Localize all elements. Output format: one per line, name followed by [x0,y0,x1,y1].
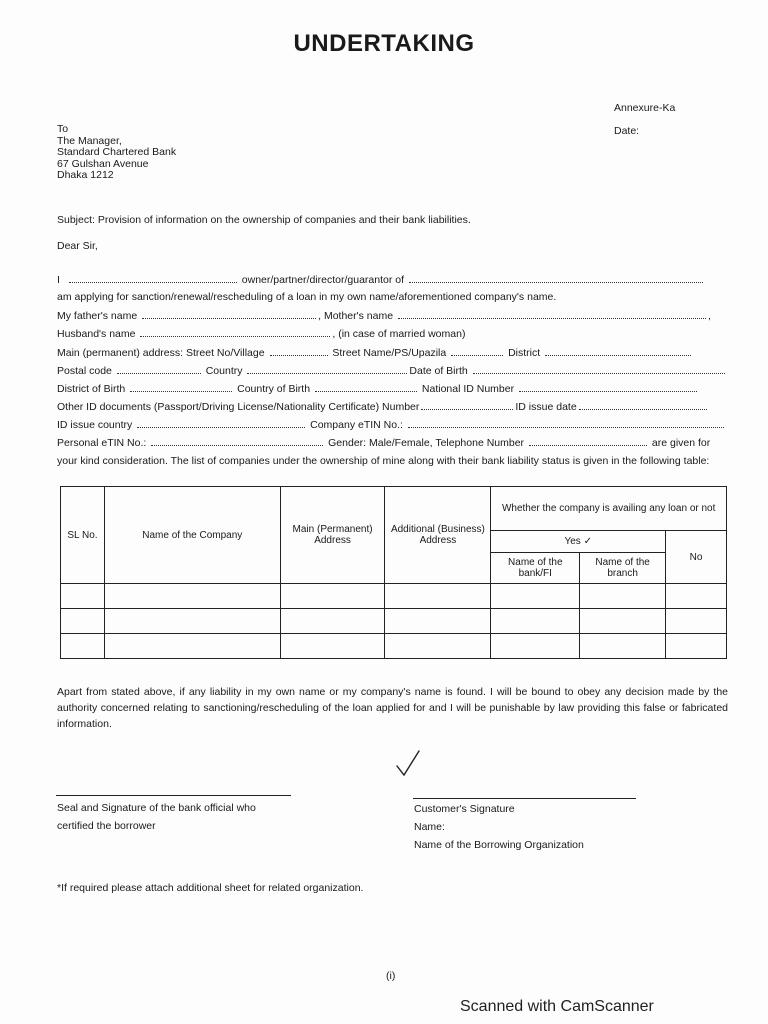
table-cell[interactable] [666,584,727,609]
table-cell[interactable] [385,584,491,609]
table-cell[interactable] [580,584,666,609]
recipient-address [57,124,176,182]
company-field[interactable] [409,273,703,283]
street-name-label: Street Name/PS/Upazila [332,347,447,359]
checkmark-icon [395,748,421,778]
date-of-birth-field[interactable] [473,364,725,374]
district-of-birth-field[interactable] [130,382,232,392]
other-id-label: Other ID documents (Passport/Driving License/Nationality Certificate) Number [57,401,420,413]
table-cell[interactable] [491,584,580,609]
gender-phone-label: Gender: Male/Female, Telephone Number [328,437,525,449]
company-etin-field[interactable] [408,418,724,428]
scanner-watermark: Scanned with CamScanner [460,998,654,1015]
branch-name-header: Name of the branch [580,553,666,584]
table-cell[interactable] [385,634,491,659]
bank-official-label-2: certified the borrower [57,820,156,832]
yes-label: Yes [564,536,581,547]
main-address-header: Main (Permanent) Address [280,487,385,584]
form-line-2: am applying for sanction/renewal/rescheduling of a loan in my own name/aforementioned company's name. [57,291,557,303]
main-address-label: Main (permanent) address: Street No/Village [57,347,265,359]
national-id-field[interactable] [519,382,697,392]
country-of-birth-field[interactable] [315,382,417,392]
husbands-name-field[interactable] [140,327,330,337]
no-header: No [666,531,727,584]
bank-official-label-1: Seal and Signature of the bank official who [57,802,256,814]
street-name-field[interactable] [451,346,503,356]
country-field[interactable] [247,364,407,374]
other-id-field[interactable] [421,400,513,410]
page-number: (i) [386,970,396,982]
district-field[interactable] [545,346,691,356]
id-issue-date-field[interactable] [579,400,707,410]
table-cell[interactable] [61,584,105,609]
table-cell[interactable] [491,609,580,634]
form-line-10 [57,436,710,449]
address-line: The Manager, [57,134,122,147]
fathers-name-label: My father's name [57,310,138,322]
postal-code-field[interactable] [117,364,201,374]
table-cell[interactable] [104,609,280,634]
date-of-birth-label: Date of Birth [409,365,468,377]
company-name-header: Name of the Company [104,487,280,584]
table-cell[interactable] [385,609,491,634]
form-line-3: My father's name , Mother's name , [57,310,711,322]
form-line-11: your kind consideration. The list of companies under the ownership of mine along with their bank liability status is given in the following table: [57,455,710,467]
address-line: 67 Gulshan Avenue [57,157,149,170]
owner-role-label: owner/partner/director/guarantor of [241,274,405,286]
husbands-name-label: Husband's name [57,328,136,340]
form-line-6 [57,364,727,377]
annexure-label: Annexure-Ka [614,102,676,114]
given-for-label: are given for [651,437,711,449]
availing-loan-header: Whether the company is availing any loan or not [491,487,727,531]
postal-code-label: Postal code [57,365,112,377]
country-of-birth-label: Country of Birth [237,383,311,395]
address-line: Standard Chartered Bank [57,146,177,158]
table-cell[interactable] [580,634,666,659]
table-row [61,634,727,659]
table-cell[interactable] [280,584,385,609]
form-line-8 [57,400,709,413]
form-line-7 [57,382,699,395]
subject-line: Subject: Provision of information on the ownership of companies and their bank liabilities. [57,214,471,226]
bank-signature-line[interactable] [56,795,291,796]
country-label: Country [205,365,243,377]
pronoun-label: I [57,274,60,286]
personal-etin-field[interactable] [151,436,323,446]
table-row [61,584,727,609]
telephone-field[interactable] [529,436,647,446]
customer-name-label: Name: [414,821,445,833]
table-cell[interactable] [104,634,280,659]
company-liability-table [60,486,727,659]
mothers-name-label: , Mother's name [318,310,394,322]
table-cell[interactable] [280,634,385,659]
form-line-9 [57,418,726,431]
table-cell[interactable] [61,634,105,659]
additional-address-header: Additional (Business) Address [385,487,491,584]
page-title: UNDERTAKING [293,30,475,57]
table-cell[interactable] [666,609,727,634]
table-cell[interactable] [61,609,105,634]
borrowing-org-label: Name of the Borrowing Organization [414,839,584,851]
yes-header [491,531,666,553]
company-etin-label: Company eTIN No.: [310,419,403,431]
declaration-paragraph: Apart from stated above, if any liability in my own name or my company's name is found. I will be bound to obey any decision made by the authority concerned relating to sanctioning/rescheduling of the loan applied for and I will be punishable by law providing this false or fabricated information. [57,686,728,730]
table-cell[interactable] [104,584,280,609]
id-issue-country-field[interactable] [137,418,305,428]
table-cell[interactable] [580,609,666,634]
national-id-label: National ID Number [421,383,515,395]
table-cell[interactable] [491,634,580,659]
table-cell[interactable] [280,609,385,634]
attachment-note: *If required please attach additional sheet for related organization. [57,882,364,894]
form-line-5 [57,346,693,359]
bank-name-header: Name of the bank/FI [491,553,580,584]
personal-etin-label: Personal eTIN No.: [57,437,147,449]
address-line: Dhaka 1212 [57,169,114,181]
address-line: To [57,123,69,135]
fathers-name-field[interactable] [142,309,316,319]
table-row [61,609,727,634]
street-village-field[interactable] [270,346,328,356]
mothers-name-field[interactable] [398,309,706,319]
date-label: Date: [614,125,640,137]
district-of-birth-label: District of Birth [57,383,126,395]
id-issue-country-label: ID issue country [57,419,133,431]
checkmark-icon: ✓ [583,536,592,547]
form-line-1 [57,273,705,286]
name-field[interactable] [69,273,237,283]
district-label: District [508,347,541,359]
customer-signature-label: Customer's Signature [414,803,515,815]
form-line-4 [57,327,465,340]
married-note: , (in case of married woman) [332,328,466,340]
salutation: Dear Sir, [57,240,98,252]
sl-no-header: SL No. [61,487,105,584]
id-issue-date-label: ID issue date [515,401,577,413]
table-cell[interactable] [666,634,727,659]
customer-signature-line[interactable] [413,798,636,799]
